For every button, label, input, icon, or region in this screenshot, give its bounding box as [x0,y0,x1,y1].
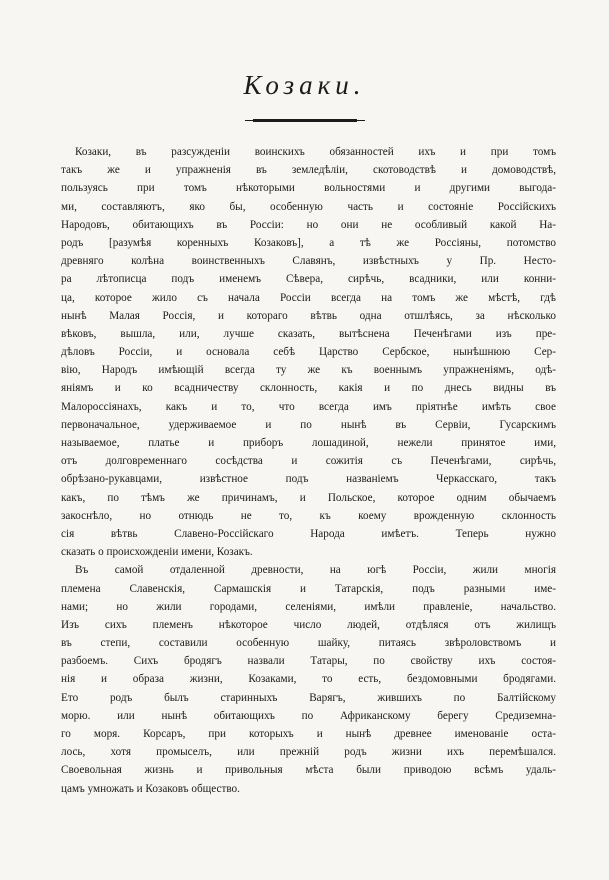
text-line: Малороссіянахъ, какъ и то, что всегда имъ пріятнѣе имѣть свое [61,400,556,413]
text-line: морю. или нынѣ обитающихъ по Африканскому берегу Средиземна- [61,709,556,722]
text-line: вію, Народъ имѣющій всегда ту же къ военнымъ упражненіямъ, одѣ- [61,364,556,377]
text-line: Своевольная жизнь и привольныя мѣста были приводою всѣмъ удаль- [61,764,556,777]
text-line: нія и образа жизни, Козаками, то есть, бездомовными бродягами. [61,673,556,686]
text-line: лось, хотя промыселъ, или прежній родъ жизни ихъ перемѣшался. [61,746,556,759]
page-title: Козаки. [243,70,366,100]
text-line: Ето родъ былъ старинныхъ Варягъ, жившихъ по Балтійскому [61,691,556,704]
text-line: въ степи, составили особенную шайку, питаясь звѣроловствомъ и [61,637,556,650]
text-line: какъ, по тѣмъ же причинамъ, и Польское, которое одним обычаемъ [61,491,556,504]
text-line: Въ самой отдаленной древности, на югѣ Россіи, жили многія [75,564,556,577]
text-line: разбоемъ. Сихъ бродягъ назвали Татары, по свойству ихъ состоя- [61,655,556,668]
text-line: Козаки, въ разсужденіи воинскихъ обязанностей ихъ и при томъ [75,146,556,158]
paragraph [61,143,556,561]
text-line: яніямъ и ко всадничеству склонность, какія и по днесь видны въ [61,382,556,395]
text-line: обрѣзано-рукавцами, извѣстное подъ названіемъ Черкасскаго, такъ [61,473,556,486]
text-line: пользуясь при томъ нѣкоторыми вольностями и другими выгода- [61,182,556,195]
text-line: дѣловъ Россіи, и основала себѣ Царство Сербское, нынѣшнюю Сер- [61,346,556,359]
text-line: родъ [разумѣя коренныхъ Козаковъ], а тѣ же Россіяны, потомство [61,236,556,249]
text-line: первоначальное, удерживаемое и по нынѣ въ Сервіи, Гусарскимъ [61,418,556,431]
text-line: закоснѣло, но отнюдь не то, къ коему врожденную склонность [61,509,556,522]
text-line: го моря. Корсаръ, при которыхъ и нынѣ древнее именованіе оста- [61,728,556,740]
text-line: Народовъ, обитающихъ въ Россіи: но они не особливый какой На- [61,218,556,231]
text-line: древняго колѣна воинственныхъ Славянъ, извѣстныхъ у Пр. Несто- [61,255,556,268]
text-line: Изъ сихъ племенъ нѣкоторое число людей, отдѣляся отъ жилищъ [61,618,556,631]
paragraph [61,561,556,797]
text-line: такъ же и упражненія въ земледѣліи, скотоводствѣ и домоводствѣ, [61,164,556,177]
text-line: нынѣ Малая Россія, и котораго вѣтвь одна отшлѣясь, за нѣсколько [61,309,556,322]
text-line: сказать о происхожденіи имени, Козакъ. [61,546,253,559]
text-line: сія вѣтвь Славено-Россійскаго Народа имѣетъ. Теперь нужно [61,527,556,540]
text-line: называемое, платье и приборъ лошадиной, нежели принятое ими, [61,437,556,449]
document-body [61,143,556,798]
text-line: ми, составляютъ, яко бы, особенную часть и состояніе Россійскихъ [61,200,556,213]
text-line: отъ долговременнаго сосѣдства и сожитія съ Печенѣгами, сирѣчь, [61,455,556,468]
text-line: ра лѣтописца подъ именемъ Сѣвера, сирѣчь, всадники, или конни- [61,273,556,286]
text-line: нами; но жили городами, селеніями, имѣли правленіе, начальство. [61,600,556,613]
text-line: цамъ умножать и Козаковъ общество. [61,782,240,795]
title-divider [253,119,357,122]
text-line: ца, которое жило съ начала Россіи всегда на томъ же мѣстѣ, гдѣ [61,291,556,304]
text-line: племена Славенскія, Сармашскія и Татарскія, подъ разными име- [61,582,556,595]
text-line: вѣковъ, вышла, или, лучше сказать, вытѣснена Печенѣгами изъ пре- [61,327,556,340]
